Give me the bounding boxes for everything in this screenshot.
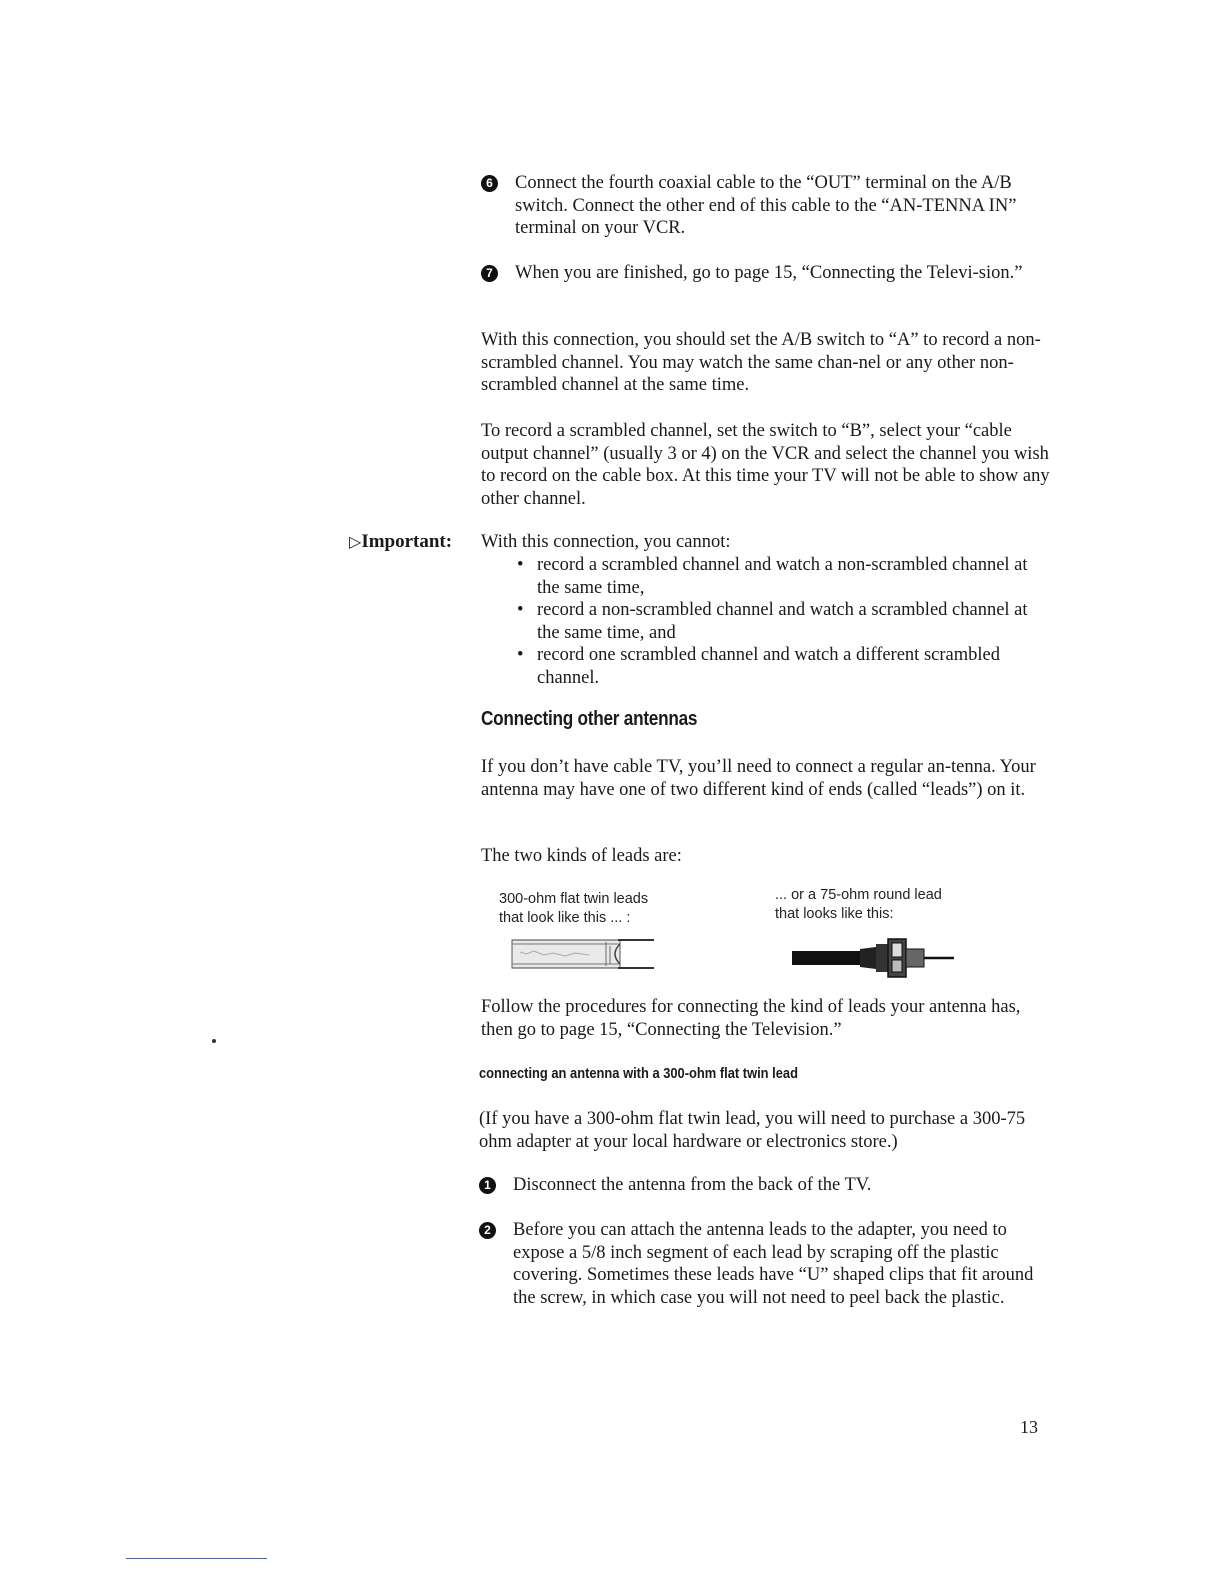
list-item <box>481 599 1041 644</box>
flat-lead-caption <box>499 890 648 928</box>
step-text: Connect the fourth coaxial cable to the “OUT” terminal on the A/B switch. Connect the other end of this cable to the “AN-TENNA IN” terminal on your VCR. <box>515 173 1017 238</box>
page-number: 13 <box>1020 1417 1038 1437</box>
subsection-heading: connecting an antenna with a 300-ohm flat twin lead <box>479 1065 798 1082</box>
round-coax-lead-illustration <box>790 932 960 980</box>
bullet-icon: • <box>517 645 524 665</box>
caption-line: 300-ohm flat twin leads <box>499 891 649 907</box>
step-text: When you are finished, go to page 15, “Connecting the Televi-sion.” <box>515 263 1023 283</box>
important-label <box>349 531 452 554</box>
bullet-text: record one scrambled channel and watch a different scrambled channel. <box>537 645 1000 688</box>
caption-line: ... or a 75-ohm round lead <box>775 887 942 903</box>
scan-speck <box>212 1039 216 1043</box>
footer-rule <box>126 1558 267 1559</box>
caption-line: that look like this ... : <box>499 910 631 926</box>
ab-switch-paragraph: With this connection, you should set the A/B switch to “A” to record a non-scrambled channel. You may watch the same chan-nel or any other non-scrambled channel at the same time. <box>481 330 1041 395</box>
step-number-badge: 6 <box>481 175 498 192</box>
bullet-icon: • <box>517 555 524 575</box>
list-item <box>481 554 1041 599</box>
caption-line: that looks like this: <box>775 906 894 922</box>
scrambled-paragraph: To record a scrambled channel, set the switch to “B”, select your “cable output channel” (usually 3 or 4) on the VCR and select the channel you wish to record on the cable box. At this time your TV will not be able to show any other channel. <box>481 421 1050 509</box>
triangle-right-icon: ▷ <box>349 532 362 551</box>
important-bullet-list <box>481 554 1041 689</box>
antenna-intro-paragraph: If you don’t have cable TV, you’ll need to connect a regular an-tenna. Your antenna may have one of two different kind of ends (called “leads”) on it. <box>481 757 1036 800</box>
follow-procedures-paragraph: Follow the procedures for connecting the kind of leads your antenna has, then go to page 15, “Connecting the Television.” <box>481 997 1021 1040</box>
list-item <box>481 644 1041 689</box>
bullet-text: record a scrambled channel and watch a non-scrambled channel at the same time, <box>537 555 1028 598</box>
important-intro: With this connection, you cannot: <box>481 532 731 552</box>
bullet-text: record a non-scrambled channel and watch a scrambled channel at the same time, and <box>537 600 1028 643</box>
step-number-badge: 2 <box>479 1222 496 1239</box>
section-heading: Connecting other antennas <box>481 708 698 730</box>
bullet-icon: • <box>517 600 524 620</box>
step-text: Before you can attach the antenna leads to the adapter, you need to expose a 5/8 inch segment of each lead by scraping off the plastic covering. Sometimes these leads have “U” shaped clips that fit around the screw, in which case you will not need to peel back the plastic. <box>513 1220 1034 1308</box>
step-number-badge: 7 <box>481 265 498 282</box>
flat-twin-lead-illustration <box>510 932 660 976</box>
step-number-badge: 1 <box>479 1177 496 1194</box>
adapter-note-paragraph: (If you have a 300-ohm flat twin lead, you will need to purchase a 300-75 ohm adapter at your local hardware or electronics store.) <box>479 1109 1026 1152</box>
important-label-text: Important: <box>361 531 453 552</box>
round-lead-caption <box>775 886 942 924</box>
two-kinds-paragraph: The two kinds of leads are: <box>481 846 682 866</box>
step-text: Disconnect the antenna from the back of the TV. <box>513 1175 872 1195</box>
